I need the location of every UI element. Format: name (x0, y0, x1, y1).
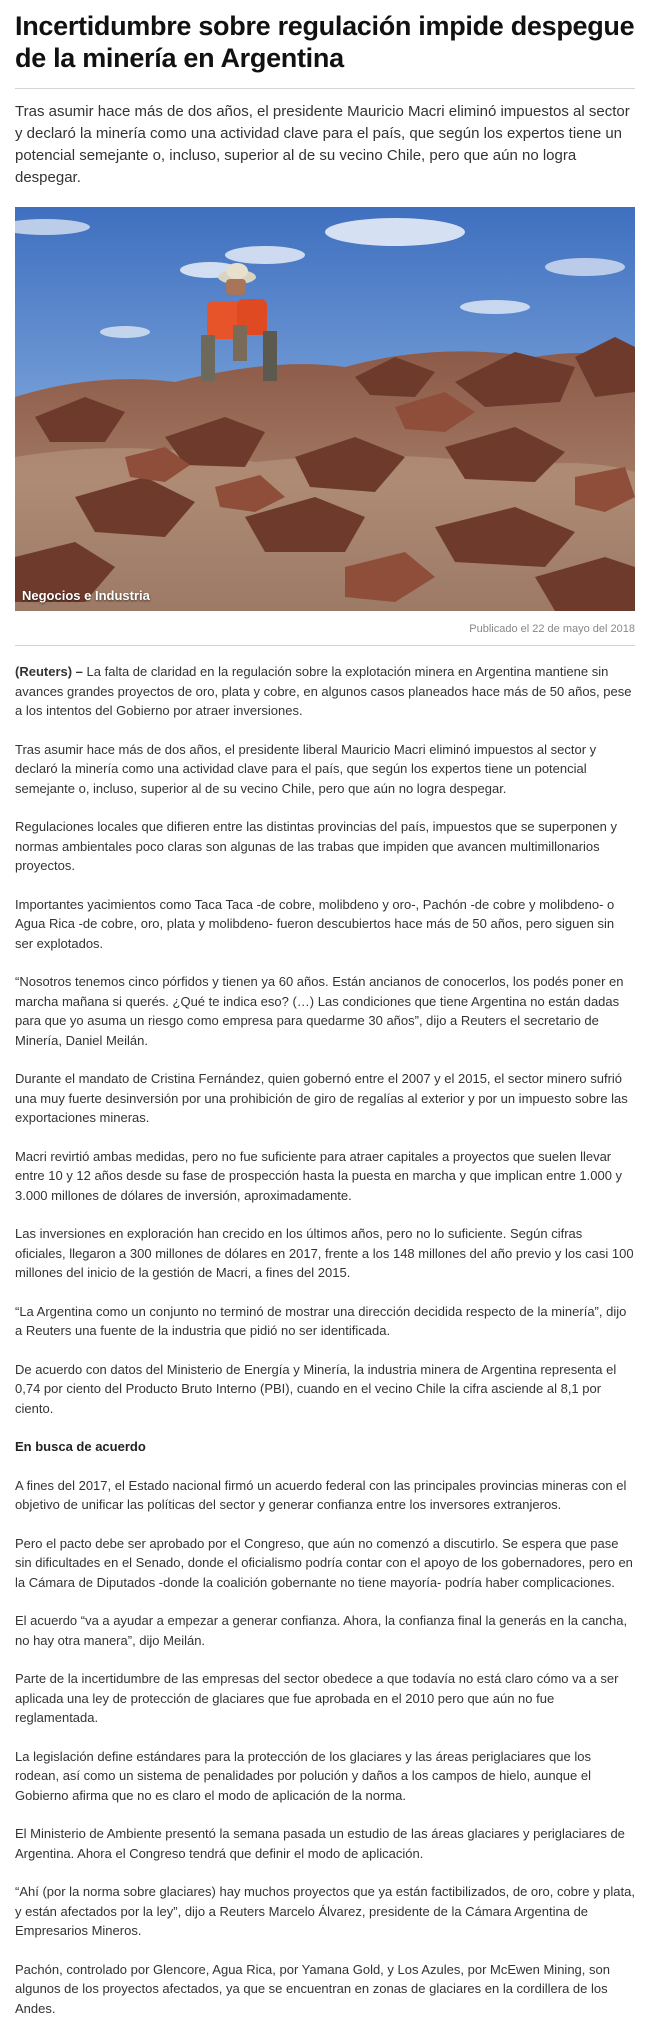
paragraph: “La Argentina como un conjunto no terminó de mostrar una dirección decidida respecto de la minería”, dijo a Reuters una fuente de la industria que pidió no ser identificada. (15, 1303, 627, 1338)
publish-date: Publicado el 22 de mayo del 2018 (469, 623, 635, 635)
paragraph: La legislación define estándares para la protección de los glaciares y las áreas periglaciares que los rodean, así como un sistema de penalidades por polución y daños a los campos de hielo, aunque el Gobierno afirma que no es claro el modo de aplicación de la norma. (15, 1748, 591, 1803)
paragraph: Las inversiones en exploración han crecido en los últimos años, pero no lo suficiente. Según cifras oficiales, llegaron a 300 millones de dólares en 2017, frente a los 148 millones del año previo y los casi 100 millones del inicio de la gestión de Macri, a fines del 2015. (15, 1226, 634, 1280)
paragraph: “Nosotros tenemos cinco pórfidos y tienen ya 60 años. Están ancianos de conocerlos, los podés poner en marcha mañana si querés. ¿Qué te indica eso? (…) Las condiciones que tiene Argentina no están dadas para que yo asuma un riesgo como empresa para quedarme 30 años”, dijo a Reuters el secretario de Minería, Daniel Meilán. (15, 974, 624, 1048)
paragraph: De acuerdo con datos del Ministerio de Energía y Minería, la industria minera de Argentina representa el 0,74 por ciento del Producto Bruto Interno (PBI), cuando en el vecino Chile la cifra asciende al 8,1 por ciento. (15, 1361, 617, 1416)
paragraph: El acuerdo “va a ayudar a empezar a generar confianza. Ahora, la confianza final la generás en la cancha, no hay otra manera”, dijo Meilán. (15, 1613, 628, 1648)
paragraph: Parte de la incertidumbre de las empresas del sector obedece a que todavía no está claro cómo va a ser aplicada una ley de protección de glaciares que fue aprobada en el 2010 pero que aún no fue reglamentada. (15, 1671, 619, 1725)
paragraph: Pero el pacto debe ser aprobado por el Congreso, que aún no comenzó a discutirlo. Se espera que pase sin dificultades en el Senado, donde el oficialismo podría contar con el apoyo de los gobernadores, pero en la Cámara de Diputados -donde la coalición gobernante no tiene mayoría- podría haber complicaciones. (15, 1535, 633, 1590)
article-body (15, 662, 635, 2018)
paragraph: Tras asumir hace más de dos años, el presidente liberal Mauricio Macri eliminó impuestos al sector y declaró la minería como una actividad clave para el país, que según los expertos tiene un potencial semejante o, incluso, superior al de su vecino Chile, pero que aún no logra despegar. (15, 741, 597, 796)
paragraph-intro (15, 662, 635, 721)
paragraph: “Ahí (por la norma sobre glaciares) hay muchos proyectos que ya están factibilizados, de oro, cobre y plata, y están afectados por la ley”, dijo a Reuters Marcelo Álvarez, presidente de la Cámara Argentina de Empresarios Mineros. (15, 1884, 635, 1938)
source-label: (Reuters) – (15, 664, 83, 679)
article-photo (15, 207, 635, 611)
paragraph: Regulaciones locales que difieren entre las distintas provincias del país, impuestos que se superponen y normas ambientales poco claras son algunas de las trabas que impiden que avancen multimillonarios proyectos. (15, 819, 617, 873)
date-divider (15, 645, 635, 646)
title-divider (15, 88, 635, 89)
paragraph: Macri revirtió ambas medidas, pero no fue suficiente para atraer capitales a proyectos que suelen llevar entre 10 y 12 años desde su fase de prospección hasta la puesta en marcha y que implican entre 1.000 y 3.000 millones de dólares de inversión, aproximadamente. (15, 1148, 623, 1203)
article-lead: Tras asumir hace más de dos años, el presidente Mauricio Macri eliminó impuestos al sector y declaró la minería como una actividad clave para el país, que según los expertos tiene un potencial semejante o, incluso, superior al de su vecino Chile, pero que aún no logra despegar. (15, 103, 630, 186)
paragraph: El Ministerio de Ambiente presentó la semana pasada un estudio de las áreas glaciares y periglaciares de Argentina. Ahora el Congreso tendrá que definir el modo de aplicación. (15, 1826, 625, 1861)
paragraph: A fines del 2017, el Estado nacional firmó un acuerdo federal con las principales provincias mineras con el objetivo de unificar las políticas del sector y generar confianza entre los inversores extranjeros. (15, 1477, 627, 1512)
paragraph: Durante el mandato de Cristina Fernández, quien gobernó entre el 2007 y el 2015, el sector minero sufrió una muy fuerte desinversión por una prohibición de giro de regalías al exterior y por un impuesto sobre las exportaciones mineras. (15, 1071, 628, 1125)
article-title: Incertidumbre sobre regulación impide despegue de la minería en Argentina (15, 11, 635, 73)
photo-miner-rocks (15, 207, 635, 611)
paragraph: Importantes yacimientos como Taca Taca -de cobre, molibdeno y oro-, Pachón -de cobre y molibdeno- o Agua Rica -de cobre, oro, plata y molibdeno- fueron descubiertos hace más de 50 años, pero siguen sin ser explotados. (15, 896, 615, 951)
section-subheading: En busca de acuerdo (15, 1439, 146, 1454)
photo-caption: Negocios e Industria (22, 588, 150, 603)
article (15, 0, 635, 2037)
intro-text: La falta de claridad en la regulación sobre la explotación minera en Argentina mantiene sin avances grandes proyectos de oro, plata y cobre, en algunos casos planeados hace más de 50 años, pese a los intentos del Gobierno por atraer inversiones. (15, 664, 632, 718)
paragraph: Pachón, controlado por Glencore, Agua Rica, por Yamana Gold, y Los Azules, por McEwen Mining, son algunos de los proyectos afectados, ya que se encuentran en zonas de glaciares en la cordillera de los Andes. (15, 1961, 610, 2016)
